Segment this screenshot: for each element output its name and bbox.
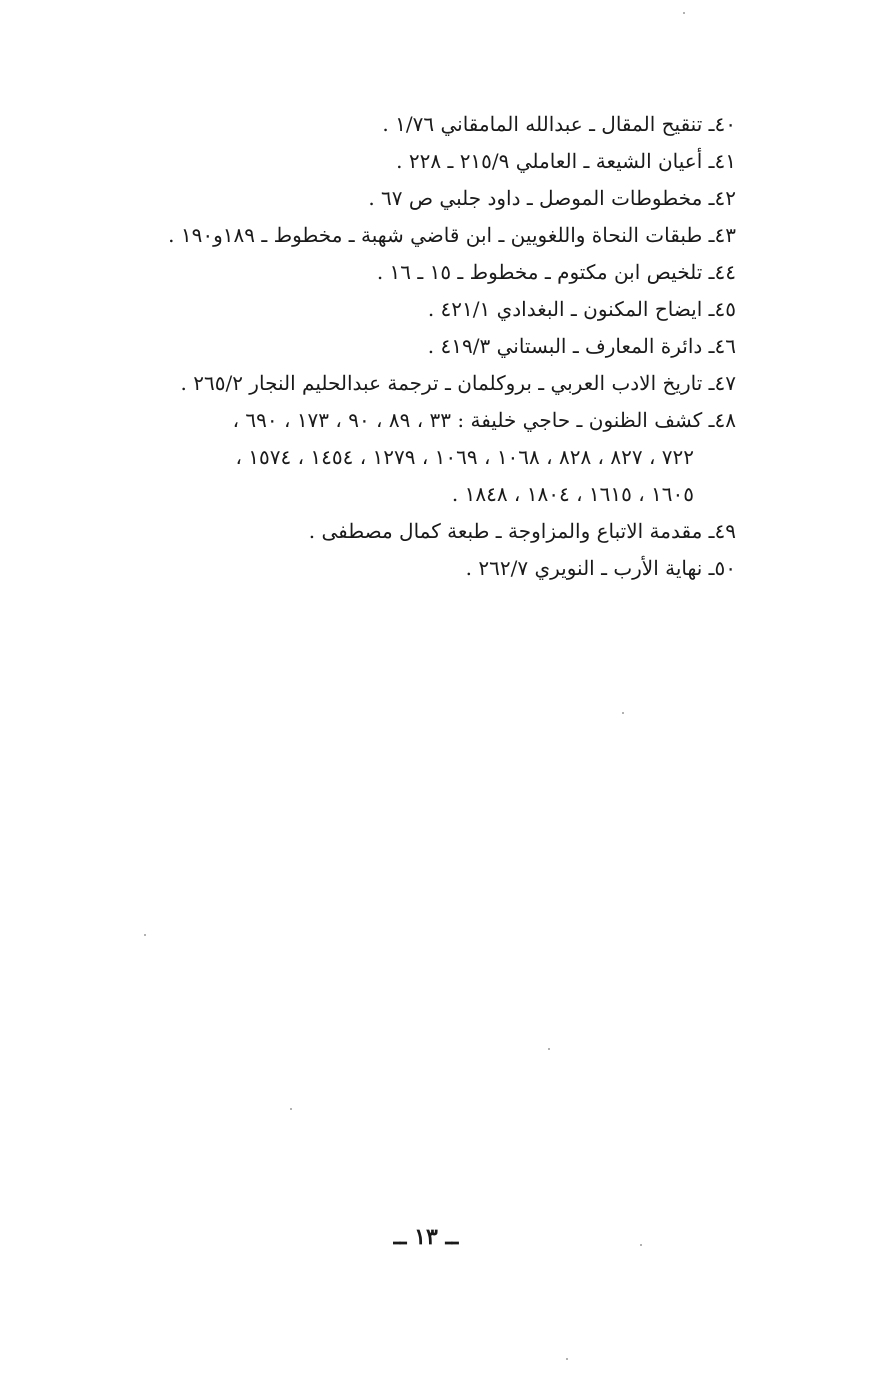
reference-entry-48: ٤٨ـ كشف الظنون ـ حاجي خليفة : ٣٣ ، ٨٩ ، ٩٠ ، ١٧٣ ، ٦٩٠ ، <box>232 408 736 432</box>
reference-entry-42: ٤٢ـ مخطوطات الموصل ـ داود جلبي ص ٦٧ . <box>368 186 736 210</box>
scan-speck <box>290 1108 292 1110</box>
scan-speck <box>566 1358 568 1360</box>
scan-speck <box>548 1048 550 1050</box>
reference-entry-47: ٤٧ـ تاريخ الادب العربي ـ بروكلمان ـ ترجمة عبدالحليم النجار ٢٦٥/٢ . <box>180 371 736 395</box>
reference-entry-46: ٤٦ـ دائرة المعارف ـ البستاني ٤١٩/٣ . <box>427 334 736 358</box>
scan-speck <box>622 712 624 714</box>
reference-entry-40: ٤٠ـ تنقيح المقال ـ عبدالله المامقاني ١/٧٦ . <box>382 112 736 136</box>
reference-entry-49: ٤٩ـ مقدمة الاتباع والمزاوجة ـ طبعة كمال مصطفى . <box>308 519 736 543</box>
reference-entry-48-continuation-2: ١٦٠٥ ، ١٦١٥ ، ١٨٠٤ ، ١٨٤٨ . <box>451 482 694 506</box>
reference-entry-41: ٤١ـ أعيان الشيعة ـ العاملي ٢١٥/٩ ـ ٢٢٨ . <box>396 149 736 173</box>
scan-speck <box>640 1244 642 1246</box>
reference-entry-43: ٤٣ـ طبقات النحاة واللغويين ـ ابن قاضي شهبة ـ مخطوط ـ ١٨٩و١٩٠ . <box>168 223 736 247</box>
page-number: ــ ١٣ ــ <box>393 1224 459 1250</box>
bibliography-list <box>96 106 736 587</box>
reference-entry-48-continuation-1: ٧٢٢ ، ٨٢٧ ، ٨٢٨ ، ١٠٦٨ ، ١٠٦٩ ، ١٢٧٩ ، ١٤٥٤ ، ١٥٧٤ ، <box>235 445 694 469</box>
reference-entry-44: ٤٤ـ تلخيص ابن مكتوم ـ مخطوط ـ ١٥ ـ ١٦ . <box>376 260 736 284</box>
scan-speck <box>144 934 146 936</box>
reference-entry-50: ٥٠ـ نهاية الأرب ـ النويري ٢٦٢/٧ . <box>465 556 736 580</box>
reference-entry-45: ٤٥ـ ايضاح المكنون ـ البغدادي ٤٢١/١ . <box>427 297 736 321</box>
scan-speck <box>683 12 685 14</box>
